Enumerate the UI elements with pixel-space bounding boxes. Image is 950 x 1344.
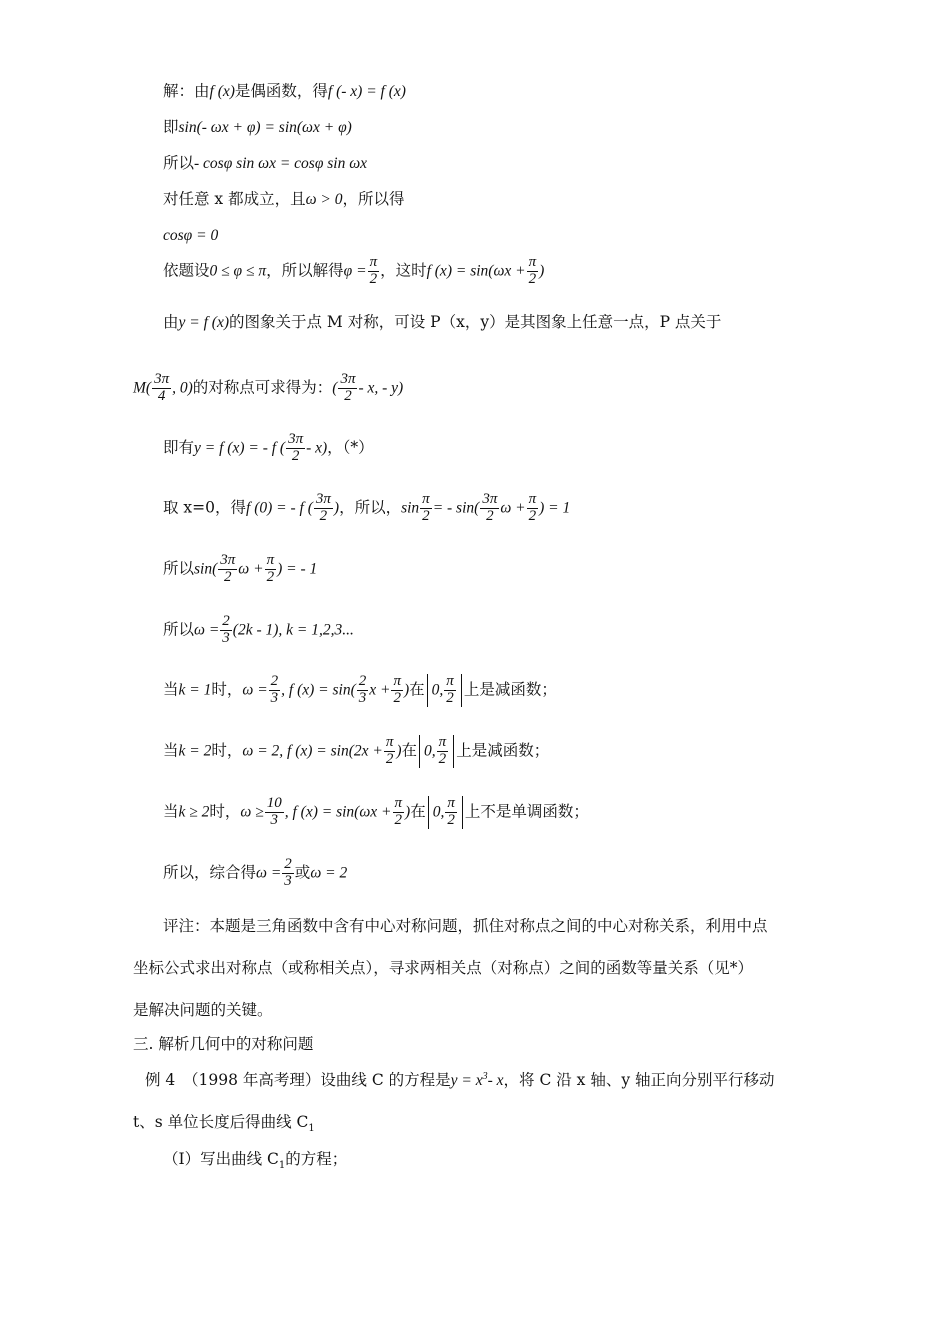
denominator: 2 xyxy=(385,750,394,767)
interval-bracket xyxy=(428,796,463,829)
line-7 xyxy=(163,313,721,333)
math: = - sin( xyxy=(432,499,480,517)
line-13 xyxy=(163,674,557,707)
text: 由 xyxy=(163,313,179,331)
text: 的对称点可求得为： xyxy=(192,378,333,397)
line-9 xyxy=(163,432,374,465)
math: , 0) xyxy=(172,379,193,397)
math: 0, xyxy=(424,742,436,760)
fraction xyxy=(265,796,284,829)
fraction xyxy=(437,735,449,768)
text: 时， xyxy=(209,802,241,821)
fraction xyxy=(220,614,232,647)
numerator: 3π xyxy=(220,552,236,568)
math: x + xyxy=(369,681,391,699)
math: - x, - y) xyxy=(358,379,404,397)
math: sin( xyxy=(194,560,218,578)
denominator: 4 xyxy=(157,387,166,404)
text: 在 xyxy=(409,680,425,699)
text: ，所以， xyxy=(339,498,402,517)
math: ) = - 1 xyxy=(277,560,318,578)
numerator: 3π xyxy=(288,431,304,447)
text: 上是减函数； xyxy=(456,741,550,760)
fraction xyxy=(269,674,281,707)
fraction xyxy=(265,553,277,586)
numerator: 2 xyxy=(270,673,279,689)
text: 坐标公式求出对称点（或称相关点），寻求两相关点（对称点）之间的函数等量关系（见*） xyxy=(133,959,754,977)
interval-bracket xyxy=(427,674,462,707)
math: ) xyxy=(333,499,340,517)
math: ω = xyxy=(194,621,220,639)
numerator: π xyxy=(438,734,447,750)
text: （I）写出曲线 C xyxy=(163,1150,279,1168)
text: 取 x=0，得 xyxy=(163,498,247,517)
numerator: 3π xyxy=(154,371,170,387)
text: 即 xyxy=(163,118,179,136)
line-19 xyxy=(133,1001,273,1020)
math: y = x xyxy=(450,1072,483,1090)
denominator: 2 xyxy=(486,507,494,524)
line-18 xyxy=(133,959,753,978)
text: ，这时 xyxy=(380,261,427,280)
line-5 xyxy=(163,226,218,246)
line-12 xyxy=(163,614,354,647)
numerator: π xyxy=(528,254,537,270)
text: ，（*） xyxy=(327,438,374,457)
fraction xyxy=(314,492,333,525)
text: 上不是单调函数； xyxy=(464,802,589,821)
math: sin(- ωx + φ) = sin(ωx + φ) xyxy=(178,119,352,136)
denominator: 2 xyxy=(369,270,378,287)
numerator: 2 xyxy=(284,856,292,872)
fraction xyxy=(445,796,457,829)
numerator: π xyxy=(393,673,401,689)
math: , f (x) = sin(ωx + xyxy=(284,803,392,821)
denominator: 2 xyxy=(447,811,455,828)
numerator: 2 xyxy=(222,613,230,629)
text: 上是减函数； xyxy=(463,680,557,699)
math: ω = 2 xyxy=(310,864,348,882)
text: 或 xyxy=(294,863,311,882)
denominator: 2 xyxy=(438,750,447,767)
denominator: 2 xyxy=(394,811,403,828)
fraction xyxy=(282,857,294,890)
fraction xyxy=(357,674,369,707)
numerator: π xyxy=(447,795,455,811)
numerator: 10 xyxy=(266,795,282,811)
text: 是解决问题的关键。 xyxy=(133,1001,273,1019)
math: ) xyxy=(403,681,410,699)
numerator: 3π xyxy=(315,491,331,507)
text: ，所以得 xyxy=(342,190,405,208)
denominator: 3 xyxy=(358,689,367,706)
fraction xyxy=(384,735,396,768)
section-heading xyxy=(133,1035,313,1054)
math: ω > 0 xyxy=(305,191,343,208)
math: ) xyxy=(539,262,545,280)
math: y = f (x) xyxy=(178,314,229,331)
line-4 xyxy=(163,190,405,210)
text: 当 xyxy=(163,741,179,760)
exponent: 3 xyxy=(482,1071,488,1082)
numerator: π xyxy=(369,254,378,270)
fraction xyxy=(152,372,171,405)
math: ω = xyxy=(256,864,282,882)
text: 依题设 xyxy=(163,261,210,280)
math: - cosφ sin ωx = cosφ sin ωx xyxy=(194,155,368,172)
fraction xyxy=(391,674,403,707)
denominator: 2 xyxy=(344,387,352,404)
line-22 xyxy=(133,1113,315,1135)
fraction xyxy=(286,432,305,465)
subscript: 1 xyxy=(278,1160,286,1172)
math: (2k - 1), k = 1,2,3... xyxy=(232,621,354,639)
fraction xyxy=(527,492,539,525)
text: t、s 单位长度后得曲线 C xyxy=(133,1113,309,1131)
fraction xyxy=(480,492,499,525)
math: sin xyxy=(401,499,420,517)
line-2 xyxy=(163,118,352,138)
text: 在 xyxy=(401,741,418,760)
line-21 xyxy=(145,1071,775,1091)
math: 0, xyxy=(431,681,444,699)
text: 评注：本题是三角函数中含有中心对称问题，抓住对称点之间的中心对称关系，利用中点 xyxy=(163,917,768,935)
math: 0, xyxy=(432,803,445,821)
text: 是偶函数，得 xyxy=(234,82,328,100)
math: ω = 2, f (x) = sin(2x + xyxy=(242,742,383,760)
text: 时， xyxy=(211,680,243,699)
text: 所以 xyxy=(163,154,195,172)
denominator: 2 xyxy=(291,447,300,464)
denominator: 3 xyxy=(222,629,230,646)
fraction xyxy=(420,492,432,525)
denominator: 2 xyxy=(422,507,430,524)
math: ) xyxy=(396,742,402,760)
interval-bracket xyxy=(419,735,454,768)
numerator: π xyxy=(422,491,430,507)
line-3 xyxy=(163,154,367,174)
denominator: 3 xyxy=(284,872,292,889)
math: k = 1 xyxy=(178,681,212,699)
denominator: 2 xyxy=(528,507,537,524)
math: φ = xyxy=(343,262,367,280)
math: f (x) xyxy=(209,83,235,100)
text: 在 xyxy=(410,802,426,821)
math: f (0) = - f ( xyxy=(246,499,313,517)
math: ( xyxy=(332,379,338,397)
math: M( xyxy=(133,379,152,397)
line-16 xyxy=(163,857,347,890)
denominator: 2 xyxy=(224,568,232,585)
math: ω = xyxy=(242,681,268,699)
line-6 xyxy=(163,255,544,288)
numerator: 2 xyxy=(358,673,367,689)
math: ) xyxy=(405,803,411,821)
line-8 xyxy=(133,372,403,405)
line-17 xyxy=(163,917,768,936)
denominator: 2 xyxy=(446,689,454,706)
math: , f (x) = sin( xyxy=(281,681,356,699)
numerator: 3π xyxy=(482,491,498,507)
text: 当 xyxy=(163,802,179,821)
math: - x xyxy=(487,1072,504,1090)
text: 当 xyxy=(163,680,179,699)
math: cosφ = 0 xyxy=(163,227,219,244)
math: ω + xyxy=(238,560,264,578)
text: 解：由 xyxy=(163,82,210,100)
subscript: 1 xyxy=(308,1123,315,1135)
text: 即有 xyxy=(163,438,195,457)
line-10 xyxy=(163,492,570,525)
numerator: π xyxy=(394,795,403,811)
fraction xyxy=(527,255,539,288)
text: 的方程； xyxy=(285,1150,348,1168)
numerator: 3π xyxy=(340,371,356,387)
denominator: 2 xyxy=(528,270,537,287)
denominator: 3 xyxy=(270,811,278,828)
numerator: π xyxy=(385,734,394,750)
math: ) = 1 xyxy=(539,499,571,517)
text: 所以，综合得 xyxy=(163,863,257,882)
numerator: π xyxy=(266,552,275,568)
math: k ≥ 2 xyxy=(178,803,210,821)
line-15 xyxy=(163,796,589,829)
text: 的图象关于点 M 对称，可设 P（x，y）是其图象上任意一点，P 点关于 xyxy=(229,313,722,331)
text: ，将 C 沿 x 轴、y 轴正向分别平行移动 xyxy=(503,1071,775,1090)
math: 0 ≤ φ ≤ π xyxy=(209,262,267,280)
fraction xyxy=(338,372,357,405)
fraction xyxy=(368,255,380,288)
line-14 xyxy=(163,735,549,768)
text: 对任意 x 都成立，且 xyxy=(163,190,306,208)
text: 所以 xyxy=(163,559,195,578)
fraction xyxy=(393,796,405,829)
math: k = 2 xyxy=(178,742,212,760)
numerator: π xyxy=(528,491,537,507)
numerator: π xyxy=(446,673,454,689)
math: - x) xyxy=(306,439,328,457)
fraction xyxy=(218,553,237,586)
text: 所以 xyxy=(163,620,195,639)
text: 三. 解析几何中的对称问题 xyxy=(133,1035,314,1053)
text: 例 4 （1998 年高考理）设曲线 C 的方程是 xyxy=(145,1071,451,1090)
denominator: 2 xyxy=(393,689,401,706)
line-11 xyxy=(163,553,317,586)
math: ω ≥ xyxy=(240,803,264,821)
denominator: 3 xyxy=(270,689,279,706)
line-23 xyxy=(163,1150,347,1172)
math: y = f (x) = - f ( xyxy=(194,439,286,457)
denominator: 2 xyxy=(319,507,328,524)
math: f (x) = sin(ωx + xyxy=(426,262,526,280)
line-1 xyxy=(163,82,406,102)
denominator: 2 xyxy=(266,568,275,585)
text: 时， xyxy=(211,741,243,760)
math: ω + xyxy=(500,499,526,517)
fraction xyxy=(444,674,456,707)
text: ，所以解得 xyxy=(266,261,344,280)
math: f (- x) = f (x) xyxy=(327,83,406,100)
